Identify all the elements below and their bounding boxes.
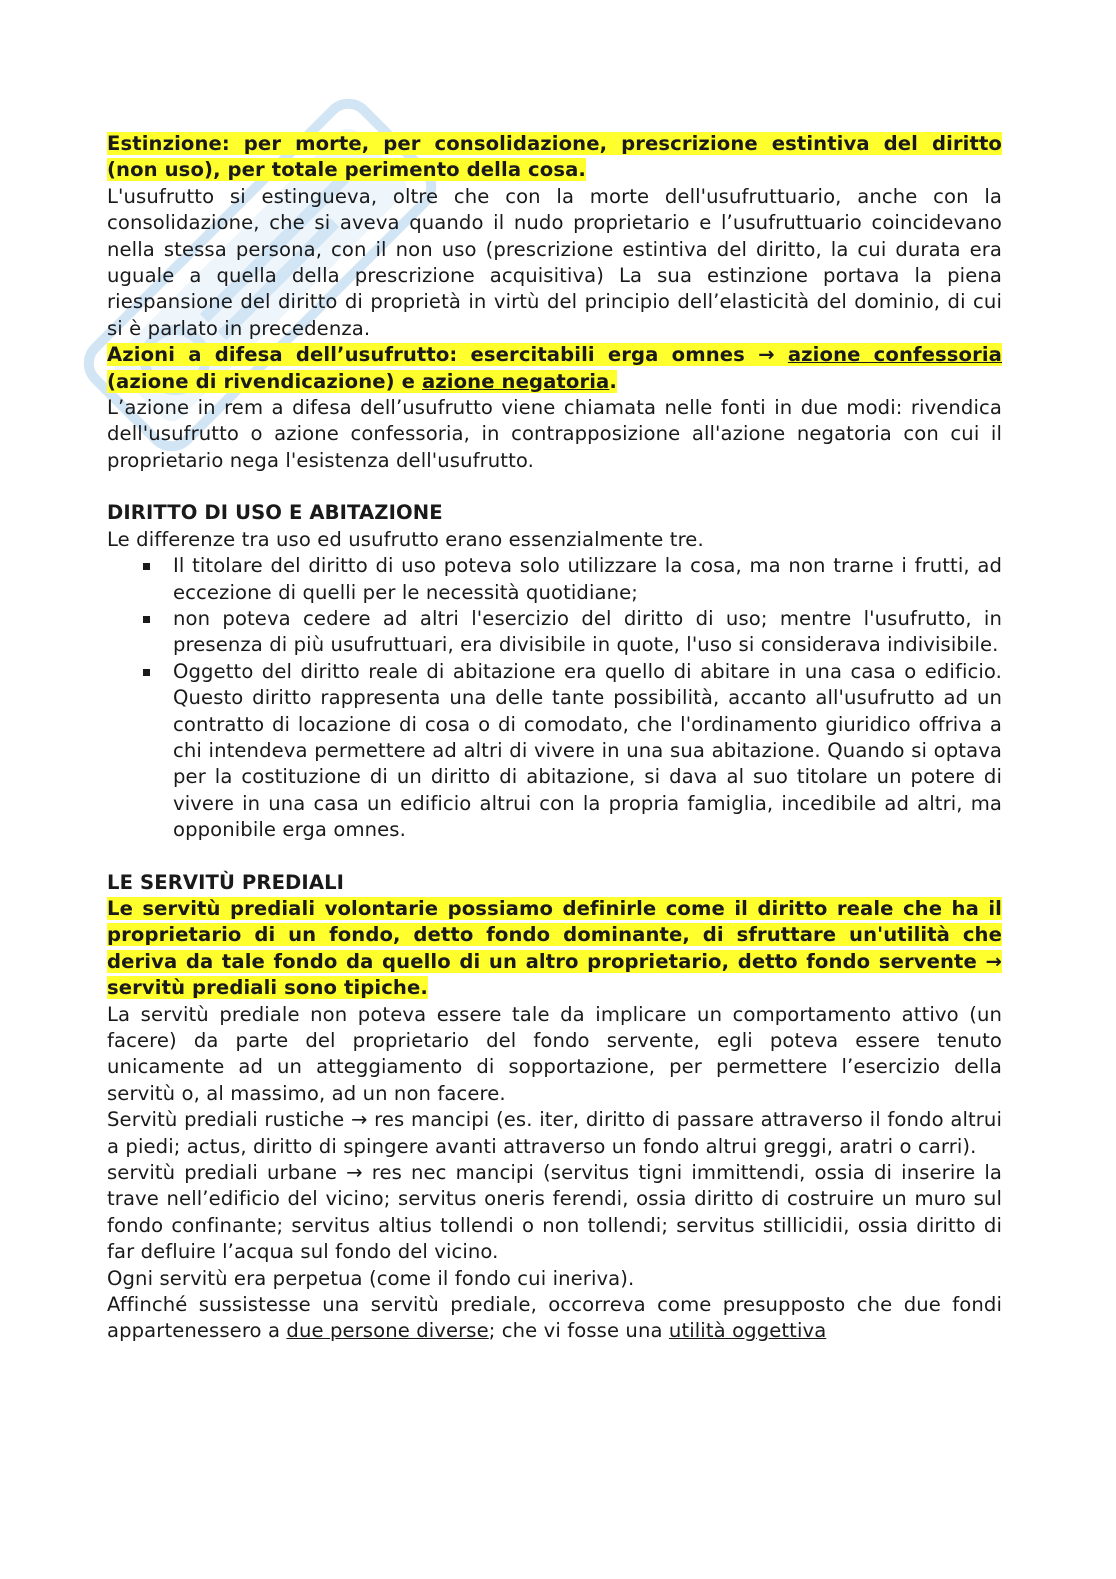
uso-abitazione-heading: DIRITTO DI USO E ABITAZIONE: [107, 501, 443, 525]
utilita-term: utilità oggettiva: [668, 1319, 827, 1343]
servitu-paragraph-3: servitù prediali urbane → res nec mancipi (servitus tigni immittendi, ossia di inserire la trave nell’edificio del vicino; servitus oneris ferendi, ossia diritto di costruire un muro sul fondo confinante; servitus altius tollendi o non tollendi; servitus stillicidii, ossia diritto di far defluire l’acqua sul fondo del vicino.: [107, 1161, 1002, 1264]
azioni-heading: Azioni a difesa dell’usufrutto: esercitabili erga omnes → azione confessoria (azione di rivendicazione) e azione negatoria.: [107, 343, 1003, 393]
servitu-paragraph-4: Ogni servitù era perpetua (come il fondo cui ineriva).: [107, 1266, 635, 1290]
servitu-definition: Le servitù prediali volontarie possiamo definirle come il diritto reale che ha il proprietario di un fondo, detto fondo dominante, di sfruttare un'utilità che deriva da tale fondo da quello di un altro proprietario, detto fondo servente → servitù prediali sono tipiche.: [107, 896, 1002, 1000]
azione-negatoria-term: azione negatoria: [421, 369, 610, 393]
list-item: Oggetto del diritto reale di abitazione era quello di abitare in una casa o edificio. Questo diritto rappresenta una delle tante possibilità, accanto all'usufrutto ad un contratto di locazione di cosa o di comodato, che l'ordinamento giuridico offriva a chi intendeva permettere ad altri di vivere in una sua abitazione. Quando si optava per la costituzione di un diritto di abitazione, si dava al suo titolare un potere di vivere in una casa un edificio altrui con la propria famiglia, incedibile ad altri, ma opponibile erga omnes.: [173, 659, 1002, 844]
azioni-paragraph: L’azione in rem a difesa dell’usufrutto viene chiamata nelle fonti in due modi: rivendica dell'usufrutto o azione confessoria, in contrapposizione all'azione negatoria con cui il proprietario nega l'esistenza dell'usufrutto.: [107, 396, 1002, 472]
servitu-paragraph-1: La servitù prediale non poteva essere tale da implicare un comportamento attivo (un facere) da parte del proprietario del fondo servente, egli poteva essere tenuto unicamente ad un atteggiamento di sopportazione, per permettere l’esercizio della servitù o, al massimo, ad un non facere.: [107, 1002, 1002, 1105]
servitu-heading: LE SERVITÙ PREDIALI: [107, 870, 345, 894]
servitu-paragraph-2: Servitù prediali rustiche → res mancipi (es. iter, diritto di passare attraverso il fondo altrui a piedi; actus, diritto di spingere avanti attraverso un fondo altrui greggi, aratri o carri).: [107, 1108, 1002, 1158]
uso-bullet-list: [107, 553, 1002, 843]
estinzione-paragraph: L'usufrutto si estingueva, oltre che con la morte dell'usufruttuario, anche con la consolidazione, che si aveva quando il nudo proprietario e l’usufruttuario coincidevano nella stessa persona, con il non uso (prescrizione estintiva del diritto, la cui durata era uguale a quella della prescrizione acquisitiva) La sua estinzione portava la piena riespansione del diritto di proprietà in virtù del principio dell’elasticità del dominio, di cui si è parlato in precedenza.: [107, 184, 1002, 340]
list-item: non poteva cedere ad altri l'esercizio del diritto di uso; mentre l'usufrutto, in presenza di più usufruttuari, era divisibile in quote, l'uso si considerava indivisibile.: [173, 606, 1002, 659]
uso-intro: Le differenze tra uso ed usufrutto erano essenzialmente tre.: [107, 527, 704, 551]
due-persone-term: due persone diverse: [286, 1319, 489, 1343]
document-body: [107, 131, 1002, 1345]
list-item: Il titolare del diritto di uso poteva solo utilizzare la cosa, ma non trarne i frutti, ad eccezione di quelli per le necessità quotidiane;: [173, 553, 1002, 606]
servitu-paragraph-5: Affinché sussistesse una servitù prediale, occorreva come presupposto che due fondi appartenessero a due persone diverse; che vi fosse una utilità oggettiva: [107, 1293, 1002, 1343]
azione-confessoria-term: azione confessoria: [787, 343, 1003, 367]
estinzione-heading: Estinzione: per morte, per consolidazione, prescrizione estintiva del diritto (non uso), per totale perimento della cosa.: [107, 132, 1002, 182]
